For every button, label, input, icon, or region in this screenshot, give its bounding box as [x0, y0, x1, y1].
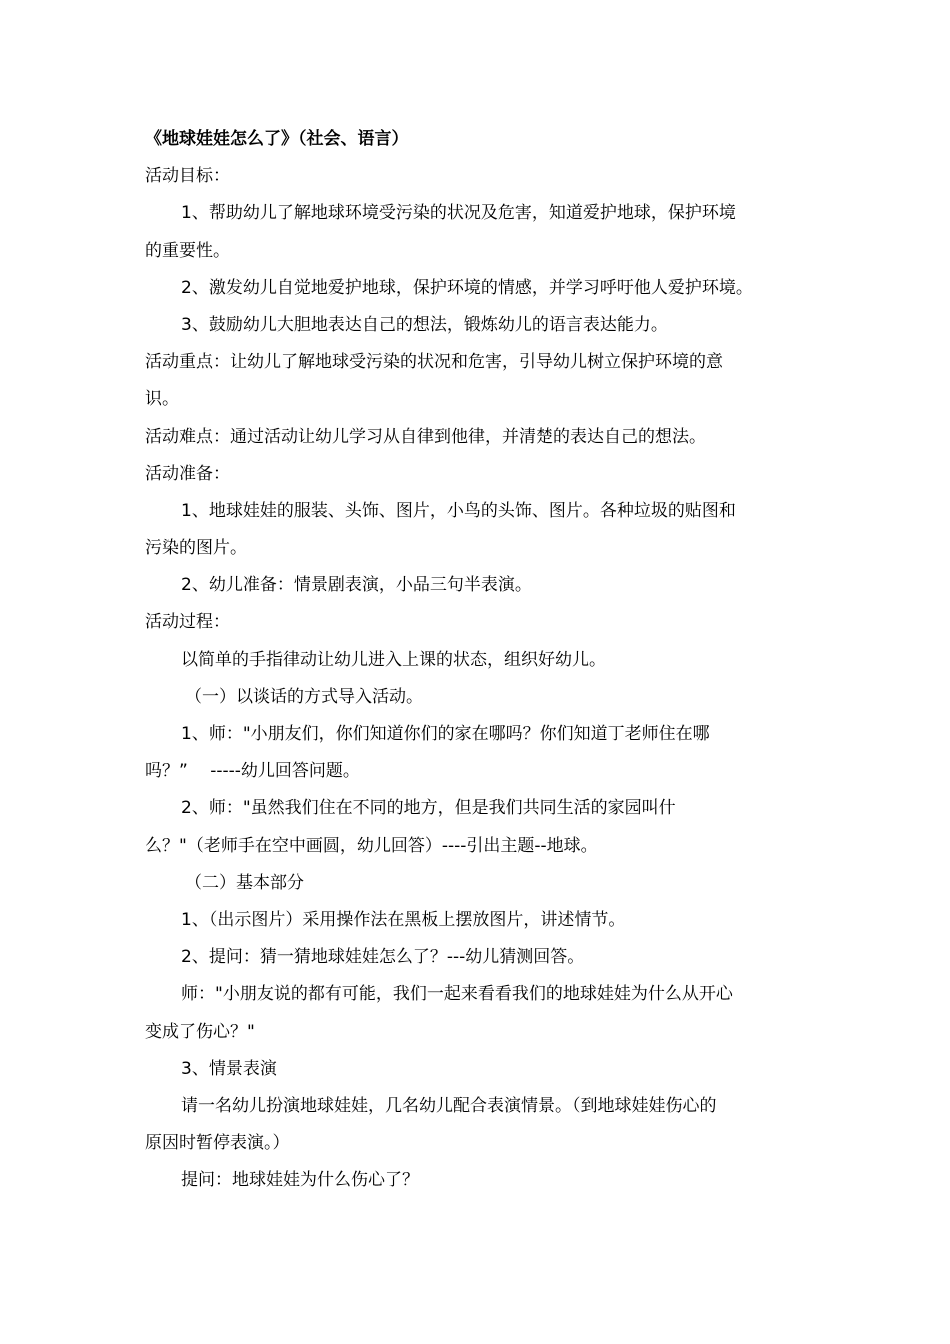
paragraph-line: 2、幼儿准备：情景剧表演，小品三句半表演。	[181, 575, 532, 596]
document-title: 《地球娃娃怎么了》（社会、语言）	[145, 129, 409, 149]
paragraph-line: 识。	[145, 389, 179, 410]
paragraph-line: 提问：地球娃娃为什么伤心了？	[181, 1170, 419, 1191]
section-heading-preparation: 活动准备：	[145, 463, 230, 484]
paragraph-line-difficulty: 活动难点：通过活动让幼儿学习从自律到他律，并清楚的表达自己的想法。	[145, 426, 706, 447]
paragraph-line: 1、帮助幼儿了解地球环境受污染的状况及危害，知道爱护地球，保护环境	[181, 203, 736, 224]
paragraph-line: 2、师："虽然我们住在不同的地方，但是我们共同生活的家园叫什	[181, 798, 676, 819]
section-heading-goals: 活动目标：	[145, 166, 230, 187]
paragraph-line: 1、（出示图片）采用操作法在黑板上摆放图片，讲述情节。	[181, 909, 626, 930]
paragraph-line: 变成了伤心？"	[145, 1021, 255, 1042]
sub-heading-part-one: （一）以谈话的方式导入活动。	[185, 686, 423, 707]
paragraph-line: 3、鼓励幼儿大胆地表达自己的想法，锻炼幼儿的语言表达能力。	[181, 314, 668, 335]
paragraph-line-key-point: 活动重点：让幼儿了解地球受污染的状况和危害，引导幼儿树立保护环境的意	[145, 352, 723, 373]
paragraph-line: 2、激发幼儿自觉地爱护地球，保护环境的情感，并学习呼吁他人爱护环境。	[181, 277, 753, 298]
paragraph-line: 原因时暂停表演。）	[145, 1133, 290, 1154]
paragraph-line: 1、地球娃娃的服装、头饰、图片，小鸟的头饰、图片。各种垃圾的贴图和	[181, 500, 736, 521]
paragraph-line: 吗？” -----幼儿回答问题。	[145, 761, 360, 782]
section-heading-process: 活动过程：	[145, 612, 230, 633]
paragraph-line: 师："小朋友说的都有可能，我们一起来看看我们的地球娃娃为什么从开心	[181, 984, 733, 1005]
paragraph-line: 请一名幼儿扮演地球娃娃，几名幼儿配合表演情景。（到地球娃娃伤心的	[181, 1095, 717, 1116]
paragraph-line: 1、师："小朋友们，你们知道你们的家在哪吗？你们知道丁老师住在哪	[181, 724, 710, 744]
paragraph-line: 以简单的手指律动让幼儿进入上课的状态，组织好幼儿。	[181, 649, 606, 670]
sub-heading-part-two: （二）基本部分	[185, 872, 304, 893]
paragraph-line: 3、情景表演	[181, 1058, 277, 1079]
paragraph-line: 的重要性。	[145, 240, 230, 261]
paragraph-line: 污染的图片。	[145, 538, 247, 559]
paragraph-line: 2、提问：猜一猜地球娃娃怎么了？---幼儿猜测回答。	[181, 947, 585, 968]
paragraph-line: 么？"（老师手在空中画圆，幼儿回答）----引出主题--地球。	[145, 835, 598, 856]
document-page	[145, 121, 825, 1199]
